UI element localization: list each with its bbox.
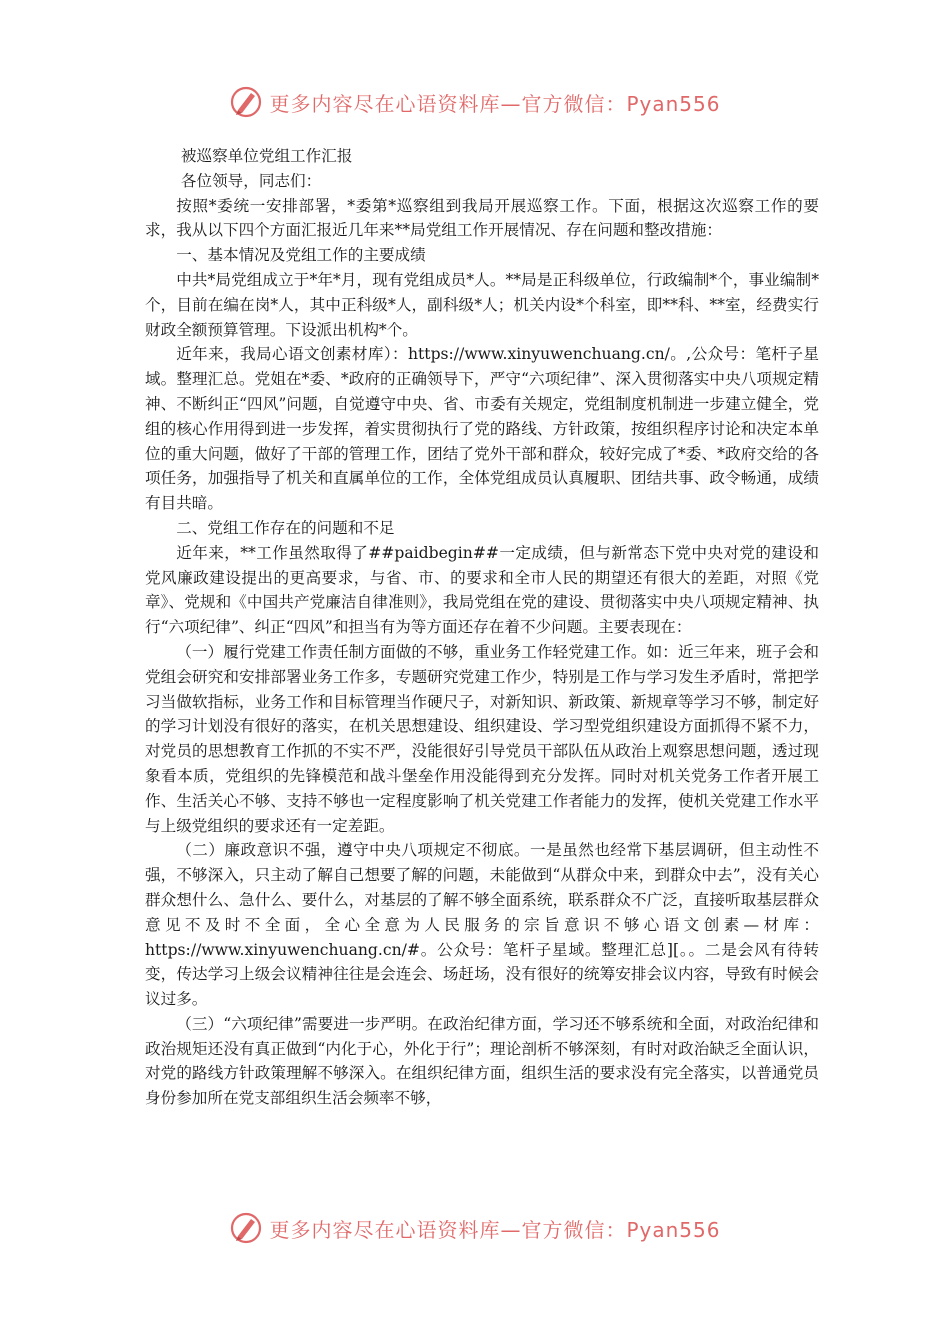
footer-watermark-banner — [0, 1208, 950, 1248]
section-heading: 一、基本情况及党组工作的主要成绩 — [176, 246, 426, 265]
paragraph: （一）履行党建工作责任制方面做的不够，重业务工作轻党建工作。如：近三年来，班子会和党组会研究和安排部署业务工作多，专题研究党建工作少，特别是工作与学习发生矛盾时，常把学习当做软指标，业务工作和目标管理当作硬尺子，对新知识、新政策、新规章等学习不够，制定好的学习计划没有很好的落实，在机关思想建设、组织建设、学习型党组织建设方面抓得不紧不力，对党员的思想教育工作抓的不实不严，没能很好引导党员干部队伍从政治上观察思想问题，透过现象看本质，党组织的先锋模范和战斗堡垒作用没能得到充分发挥。同时对机关党务工作者开展工作、生活关心不够、支持不够也一定程度影响了机关党建工作者能力的发挥，使机关党建工作水平与上级党组织的要求还有一定差距。 — [145, 642, 819, 835]
section-heading: 二、党组工作存在的问题和不足 — [176, 518, 395, 537]
watermark-text: 更多内容尽在心语资料库—官方微信：Pyan556 — [269, 1217, 721, 1242]
document-title: 被巡察单位党组工作汇报 — [180, 147, 353, 165]
paragraph: （三）“六项纪律”需要进一步严明。在政治纪律方面，学习还不够系统和全面，对政治纪律和政治规矩还没有真正做到“内化于心，外化于行”；理论剖析不够深刻，有时对政治缺乏全面认识，对党的路线方针政策理解不够深入。在组织纪律方面，组织生活的要求没有完全落实，以普通党员身份参加所在党支部组织生活会频率不够， — [145, 1014, 819, 1108]
paragraph: 按照*委统一安排部署，*委第*巡察组到我局开展巡察工作。下面，根据这次巡察工作的要求，我从以下四个方面汇报近几年来**局党组工作开展情况、存在问题和整改措施： — [145, 196, 819, 240]
watermark-text: 更多内容尽在心语资料库—官方微信：Pyan556 — [269, 91, 721, 116]
paragraph: 近年来，我局心语文创素材库）：https://www.xinyuwenchuang.cn/。,公众号：笔杆子星域。整理汇总。党姐在*委、*政府的正确领导下，严守“六项纪律”、深入贯彻落实中央八项规定精神、不断纠正“四风”问题，自觉遵守中央、省、市委有关规定，党组制度机制进一步建立健全，党组的核心作用得到进一步发挥，着实贯彻执行了党的路线、方针政策，按组织程序讨论和决定本单位的重大问题，做好了干部的管理工作，团结了党外干部和群众，较好完成了*委、*政府交给的各项任务，加强指导了机关和直属单位的工作，全体党组成员认真履职、团结共事、政令畅通，成绩有目共暗。 — [145, 345, 819, 513]
pen-circle-logo-icon — [229, 1211, 263, 1245]
paragraph: 近年来，**工作虽然取得了##paidbegin##一定成绩，但与新常态下党中央对党的建设和党风廉政建设提出的更高要求，与省、市、的要求和全市人民的期望还有很大的差距，对照《党章》、党规和《中国共产党廉洁自律准则》，我局党组在党的建设、贯彻落实中央八项规定精神、执行“六项纪律”、纠正“四风”和担当有为等方面还存在着不少问题。主要表现在： — [145, 543, 819, 637]
paragraph: 中共*局党组成立于*年*月，现有党组成员*人。**局是正科级单位，行政编制*个，事业编制*个，目前在编在岗*人，其中正科级*人，副科级*人；机关内设*个科室，即**科、**室，经费实行财政全额预算管理。下设派出机构*个。 — [145, 270, 819, 339]
document-body — [145, 144, 819, 1111]
pen-circle-logo-icon — [229, 85, 263, 119]
paragraph: （二）廉政意识不强，遵守中央八项规定不彻底。一是虽然也经常下基层调研，但主动性不强，不够深入，只主动了解自己想要了解的问题，未能做到“从群众中来，到群众中去”，没有关心群众想什么、急什么、要什么，对基层的了解不够全面系统，联系群众不广泛，直接听取基层群众意见不及时不全面，全心全意为人民服务的宗旨意识不够心语文创素—材库：https://www.xinyuwenchuang.cn/#。公众号：笔杆子星域。整理汇总][。。二是会风有待转变，传达学习上级会议精神往往是会连会、场赶场，没有很好的统筹安排会议内容，导致有时候会议过多。 — [145, 841, 819, 1009]
salutation: 各位领导，同志们： — [180, 171, 322, 190]
header-watermark-banner — [0, 82, 950, 122]
